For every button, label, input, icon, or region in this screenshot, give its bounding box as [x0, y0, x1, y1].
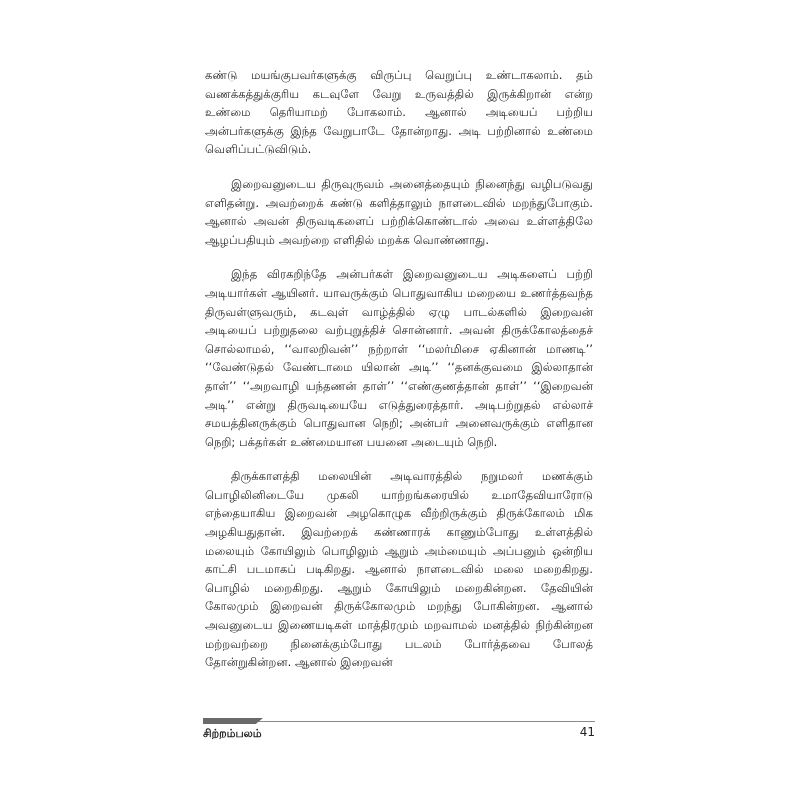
page-number: 41 [579, 725, 595, 739]
footer-rule-line [203, 721, 595, 722]
paragraph-continuation: கண்டு மயங்குபவர்களுக்கு விருப்பு வெறுப்பு உண்டாகலாம். தம் வணக்கத்துக்குரிய கடவுளே வேறு உருவத்தில் இருக்கிறான் என்ற உண்மை தெரியாமற் போகலாம். ஆனால் அடியைப் பற்றிய அன்பர்களுக்கு இந்த வேறுபாடே தோன்றாது. அடி பற்றினால் உண்மை வெளிப்பட்டுவிடும். [205, 68, 593, 157]
paragraph-3: இந்த விரகறிந்தே அன்பர்கள் இறைவனுடைய அடிகளைப் பற்றி அடியார்கள் ஆயினர். யாவருக்கும் பொதுவாகிய மறையை உணர்த்தவந்த திருவள்ளுவரும், கடவுள் வாழ்த்தில் ஏழு பாடல்களில் இறைவன் அடியைப் பற்றுதலை வற்புறுத்திச் சொன்னார். அவன் திருக்கோலத்தைச் சொல்லாமல், ‘‘வாலறிவன்’’ நற்றாள் ‘‘மலர்மிசை ஏகினான் மாணடி’’ ‘‘வேண்டுதல் வேண்டாமை யிலான் அடி’’ ‘‘தனக்குவமை இல்லாதான் தாள்’’ ‘‘அறவாழி யந்தணன் தாள்’’ ‘‘எண்குணத்தான் தாள்’’ ‘‘இறைவன் அடி’’ என்று திருவடியையே எடுத்துரைத்தார். அடிபற்றுதல் எல்லாச் சமயத்தினருக்கும் பொதுவான நெறி; அன்பர் அனைவருக்கும் எளிதான நெறி; பக்தர்கள் உண்மையான பயனை அடையும் நெறி. [205, 267, 593, 449]
running-title: சிற்றம்பலம் [203, 727, 262, 740]
page-footer [203, 718, 595, 742]
footer-rule-accent [203, 718, 263, 724]
paragraph-2: இறைவனுடைய திருவுருவம் அனைத்தையும் நினைந்து வழிபடுவது எளிதன்று. அவற்றைக் கண்டு களித்தாலும் நாளடைவில் மறந்துபோகும். ஆனால் அவன் திருவடிகளைப் பற்றிக்கொண்டால் அவை உள்ளத்திலே ஆழப்பதியும் அவற்றை எளிதில் மறக்க வொண்ணாது. [205, 176, 593, 247]
paragraph-4: திருக்காளத்தி மலையின் அடிவாரத்தில் நறுமலர் மணக்கும் பொழிலினிடையே முகலி யாற்றங்கரையில் உமாதேவியாரோடு எந்தையாகிய இறைவன் அழகொழுக வீற்றிருக்கும் திருக்கோலம் மிக அழகியதுதான். இவற்றைக் கண்ணாரக் காணும்போது உள்ளத்தில் மலையும் கோயிலும் பொழிலும் ஆறும் அம்மையும் அப்பனும் ஒன்றிய காட்சி படமாகப் படிகிறது. ஆனால் நாளடைவில் மலை மறைகிறது. பொழில் மறைகிறது. ஆறும் கோயிலும் மறைகின்றன. தேவியின் கோலமும் இறைவன் திருக்கோலமும் மறந்து போகின்றன. ஆனால் அவனுடைய இணையடிகள் மாத்திரமும் மறவாமல் மனத்தில் நிற்கின்றன மற்றவற்றை நினைக்கும்போது படலம் போர்த்தவை போலத் தோன்றுகின்றன. ஆனால் இறைவன் [205, 469, 593, 670]
body-text [205, 66, 593, 688]
footer-rule [203, 718, 595, 725]
